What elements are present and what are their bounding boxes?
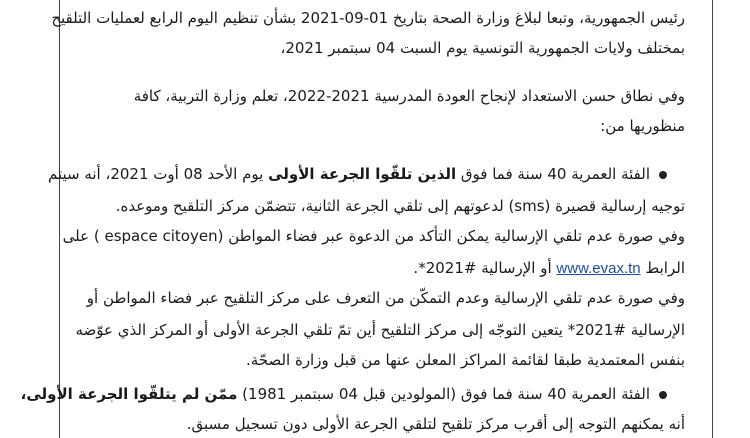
context-line-2: منظوريها من: [600,117,685,135]
item2-line-2: أنه يمكنهم التوجه إلى أقرب مركز تلقيح لتلقي الجرعة الأولى دون تسجيل مسبق. [186,415,685,433]
bullet-1 [659,171,667,179]
intro-line-1: رئيس الجمهورية، وتبعا لبلاغ وزارة الصحة بتاريخ 01-09-2021 بشأن تنظيم اليوم الرابع لعمليات التلقيح [51,9,685,27]
item1-line-5: وفي صورة عدم تلقي الإرسالية وعدم التمكّن من التعرف على مركز التلقيح عبر فضاء المواطن أو [86,289,685,307]
item1-line-4: الرابط www.evax.tn أو الإرسالية #2021*. [413,259,685,277]
bullet-2 [659,391,667,399]
intro-line-2: بمختلف ولايات الجمهورية التونسية يوم السبت 04 سبتمبر 2021، [280,39,685,57]
item2-line-1: الفئة العمرية 40 سنة فما فوق (المولودين قبل 04 سبتمبر 1981) ممّن لم يتلقّوا الجرعة الأولى، [20,385,650,403]
document-frame [59,0,713,438]
context-line-1: وفي نطاق حسن الاستعداد لإنجاح العودة المدرسية 2021-2022، تعلم وزارة التربية، كافة [133,87,685,105]
item1-line-3: وفي صورة عدم تلقي الإرسالية يمكن التأكد من الدعوة عبر فضاء المواطن (espace citoyen ) على [62,227,685,245]
evax-link[interactable]: www.evax.tn [556,260,641,277]
item1-line-1: الفئة العمرية 40 سنة فما فوق الذين تلقّوا الجرعة الأولى يوم الأحد 08 أوت 2021، أنه سيتم [47,165,650,183]
item1-line-2: توجيه إرسالية قصيرة (sms) لدعوتهم إلى تلقي الجرعة الثانية، تتضمّن مركز التلقيح وموعده. [115,197,685,215]
item1-line-6: الإرسالية #2021* يتعين التوجّه إلى مركز التلقيح أين تمّ تلقي الجرعة الأولى أو المركز الذي عوّضه [75,321,685,339]
item1-line-7: بنفس المعتمدية طبقا لقائمة المراكز المعلن عنها من قبل وزارة الصحّة. [245,351,685,369]
